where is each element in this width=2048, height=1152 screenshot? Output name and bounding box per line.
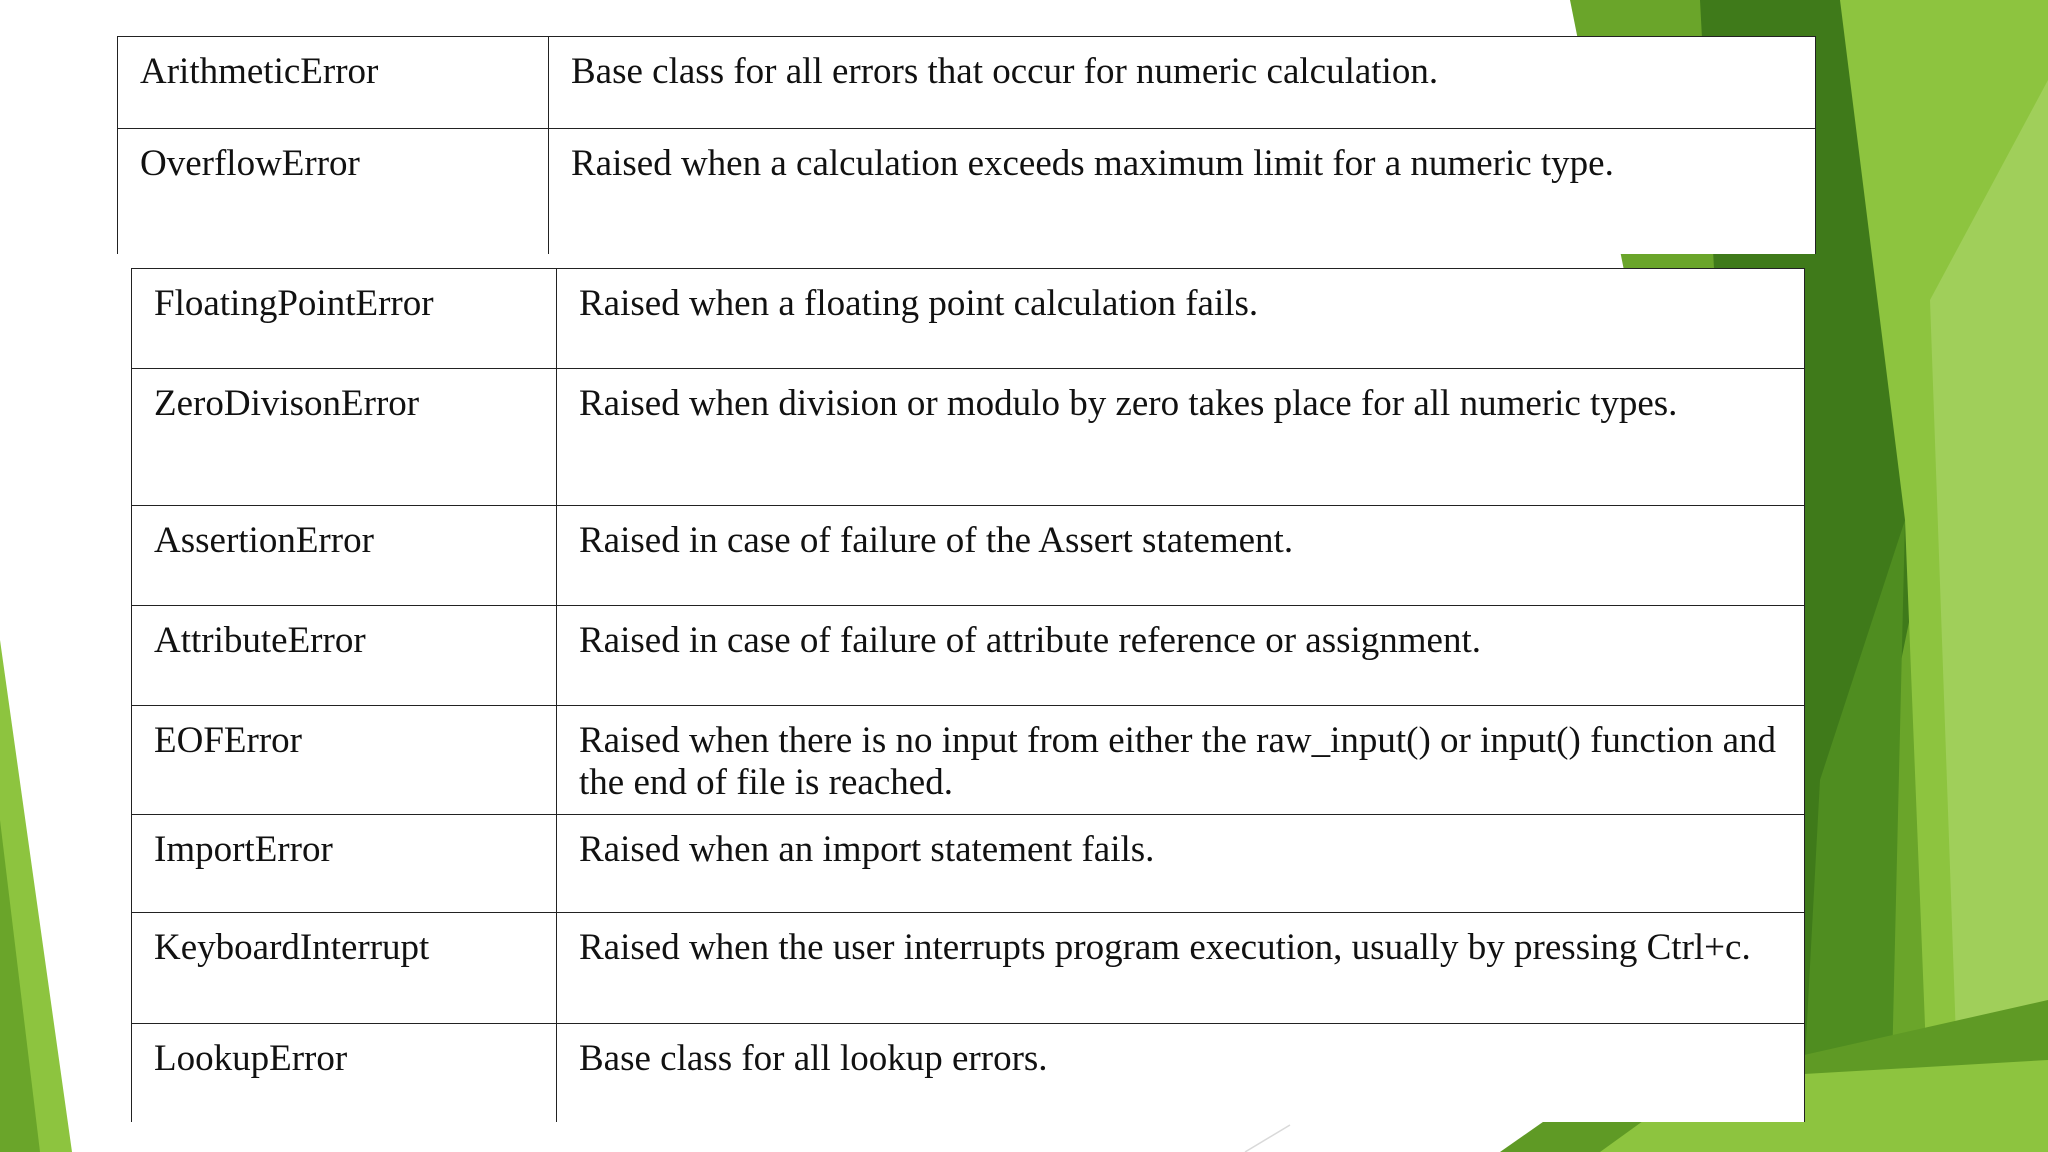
table-row xyxy=(132,506,1805,606)
exception-description: Base class for all lookup errors. xyxy=(557,1024,1805,1122)
table-row xyxy=(132,706,1805,815)
exception-description: Raised when a floating point calculation fails. xyxy=(557,269,1805,369)
table-row xyxy=(118,129,1816,254)
table-row xyxy=(132,815,1805,913)
exception-description: Raised when there is no input from either the raw_input() or input() function and the end of file is reached. xyxy=(557,706,1805,815)
exception-name: FloatingPointError xyxy=(132,269,557,369)
table-row xyxy=(118,37,1816,129)
exception-name: ImportError xyxy=(132,815,557,913)
exception-description: Raised when division or modulo by zero takes place for all numeric types. xyxy=(557,369,1805,506)
exception-name: ArithmeticError xyxy=(118,37,549,129)
exception-name: LookupError xyxy=(132,1024,557,1122)
exception-description: Base class for all errors that occur for numeric calculation. xyxy=(549,37,1816,129)
exception-name: EOFError xyxy=(132,706,557,815)
facet-edge-line xyxy=(1245,1125,1290,1152)
exception-description: Raised when a calculation exceeds maximum limit for a numeric type. xyxy=(549,129,1816,254)
table-row xyxy=(132,606,1805,706)
exception-name: AttributeError xyxy=(132,606,557,706)
table-row xyxy=(132,369,1805,506)
table-row xyxy=(132,1024,1805,1122)
exception-name: ZeroDivisonError xyxy=(132,369,557,506)
exception-name: KeyboardInterrupt xyxy=(132,913,557,1024)
exception-description: Raised when the user interrupts program execution, usually by pressing Ctrl+c. xyxy=(557,913,1805,1024)
exceptions-table-top xyxy=(117,36,1816,254)
exception-name: OverflowError xyxy=(118,129,549,254)
exception-description: Raised in case of failure of the Assert statement. xyxy=(557,506,1805,606)
exception-name: AssertionError xyxy=(132,506,557,606)
exception-description: Raised in case of failure of attribute reference or assignment. xyxy=(557,606,1805,706)
exceptions-table-main xyxy=(131,268,1805,1122)
table-row xyxy=(132,913,1805,1024)
exception-description: Raised when an import statement fails. xyxy=(557,815,1805,913)
table-row xyxy=(132,269,1805,369)
